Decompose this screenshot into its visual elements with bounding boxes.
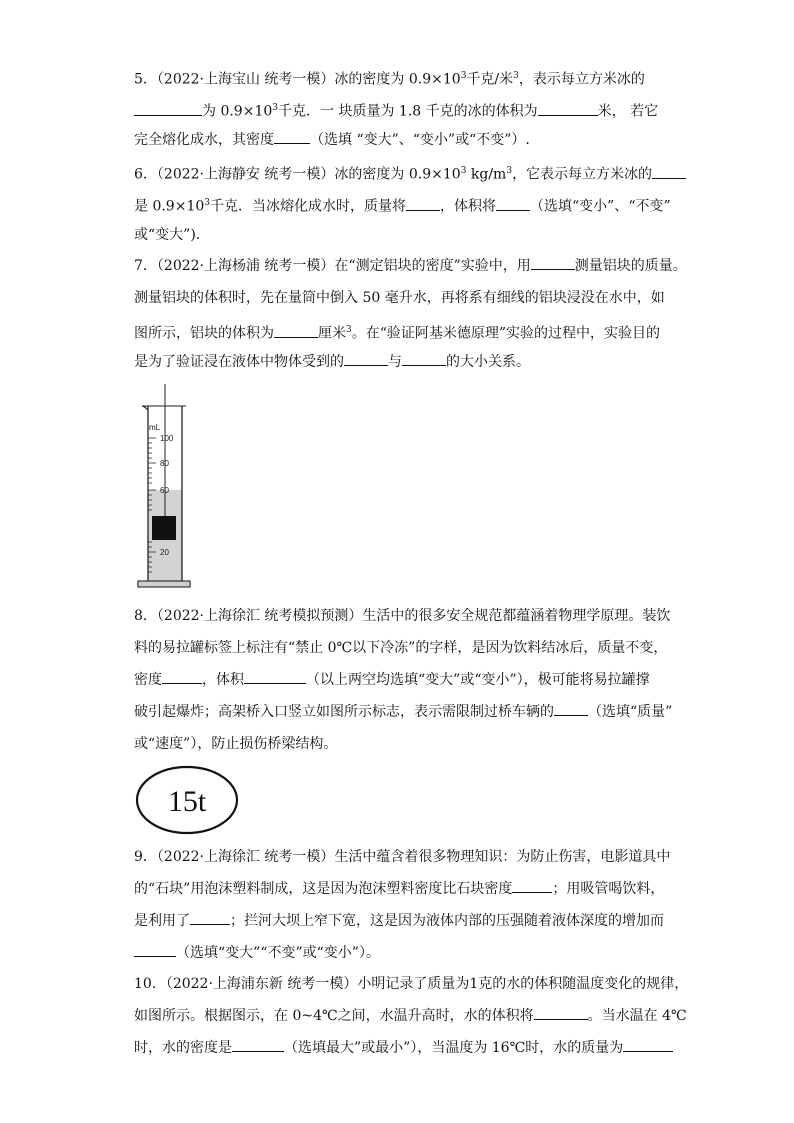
q9-line-1: [134, 841, 671, 873]
question-8: [134, 600, 673, 760]
q5-superscript: 3: [460, 71, 467, 81]
answer-blank[interactable]: [534, 1003, 588, 1020]
q9-line-2: [134, 873, 665, 905]
q6-text: ，它表示每立方米冰的: [512, 166, 653, 183]
cylinder-unit-label: mL: [149, 423, 161, 432]
q7-text: 的大小关系。: [446, 354, 530, 370]
q10-text: 如图所示。根据图示，在 0~4℃之间，水温升高时，水的体积将: [134, 1008, 534, 1024]
q8-text: 密度: [134, 672, 162, 688]
answer-blank[interactable]: [274, 321, 318, 338]
answer-blank[interactable]: [652, 162, 686, 179]
q6-text: ，体积将: [440, 198, 496, 215]
q6-superscript: 3: [204, 198, 210, 208]
q7-line-3: [134, 314, 662, 346]
question-5: [134, 60, 662, 156]
q7-text: 厘米: [318, 325, 346, 342]
q6-line-2: [134, 187, 671, 219]
q6-line-3: [134, 219, 662, 251]
answer-blank[interactable]: [512, 876, 552, 893]
q10-line-3: [134, 1032, 662, 1064]
q5-text: 千克/米: [466, 71, 514, 88]
answer-blank[interactable]: [232, 1035, 284, 1052]
q7-line-1: [134, 250, 687, 282]
q8-text: （以上两空均选填“变大”或“变小”），极可能将易拉罐撑: [306, 672, 650, 688]
tick-label-80: 80: [160, 459, 169, 468]
q9-line-3: [134, 905, 662, 937]
q6-text: 6．（2022·上海静安 统考一模）冰的密度为 0.9×10: [134, 166, 461, 183]
q5-line-2: [134, 92, 662, 124]
answer-blank[interactable]: [162, 667, 202, 684]
sign-text: 15t: [167, 785, 207, 818]
q6-text: 千克．当冰熔化成水时，质量将: [210, 198, 406, 215]
q7-text: 图所示，铝块的体积为: [134, 325, 274, 342]
q8-text: 破引起爆炸；高架桥入口竖立如图所示标志，表示需限制过桥车辆的: [134, 704, 554, 720]
answer-blank[interactable]: [134, 940, 176, 957]
q5-text: （选填 “变大”、“变小”或“不变”）.: [310, 132, 530, 148]
answer-blank[interactable]: [538, 99, 598, 116]
q10-text: 时，水的密度是: [134, 1040, 232, 1056]
q5-text: 米， 若它: [597, 103, 659, 120]
q7-text: 7．（2022·上海杨浦 统考一模）在“测定铝块的密度”实验中，用: [134, 258, 531, 274]
weight-limit-sign: [134, 764, 240, 836]
answer-blank[interactable]: [623, 1035, 673, 1052]
q5-superscript: 3: [513, 71, 519, 81]
question-10: [134, 968, 689, 1064]
q9-text: 9．（2022·上海徐汇 统考一模）生活中蕴含着很多物理知识：为防止伤害，电影道具中: [134, 849, 671, 865]
q7-line-4: [134, 346, 662, 378]
answer-blank[interactable]: [344, 349, 388, 366]
answer-blank[interactable]: [402, 349, 446, 366]
q10-text: 10．（2022·上海浦东新 统考一模）小明记录了质量为1克的水的体积随温度变化的规律，: [134, 976, 689, 992]
q8-text: 或“速度”），防止损伤桥梁结构。: [134, 736, 338, 752]
q6-superscript: 3: [506, 166, 513, 176]
answer-blank[interactable]: [554, 699, 588, 716]
answer-blank[interactable]: [531, 253, 575, 270]
tick-label-20: 20: [160, 548, 169, 557]
q10-line-2: [134, 1000, 687, 1032]
q9-line-4: [134, 937, 662, 969]
q8-text: ，体积: [202, 672, 244, 688]
q7-text: 是为了验证浸在液体中物体受到的: [134, 354, 344, 370]
q8-text: 料的易拉罐标签上标注有“禁止 0℃以下冷冻”的字样，是因为饮料结冰后，质量不变，: [134, 640, 668, 656]
q10-line-1: [134, 968, 689, 1000]
q10-text: （选填最大”或最小”），当温度为 16℃时，水的质量为: [284, 1040, 624, 1056]
answer-blank[interactable]: [134, 99, 202, 116]
answer-blank[interactable]: [244, 667, 306, 684]
q6-text: kg/m: [466, 166, 507, 183]
q5-superscript: 3: [272, 103, 278, 113]
q9-text: 的“石块”用泡沫塑料制成，这是因为泡沫塑料密度比石块密度: [134, 881, 513, 897]
q7-line-2: [134, 282, 665, 314]
q5-line-1: [134, 60, 662, 92]
q8-text: （选填“质量”: [588, 704, 673, 720]
q7-text: 测量铝块的体积时，先在量筒中倒入 50 毫升水，再将系有细线的铝块浸没在水中，如: [134, 290, 665, 306]
answer-blank[interactable]: [496, 194, 530, 211]
cylinder-base: [138, 581, 190, 587]
tick-label-100: 100: [160, 434, 174, 443]
q5-text: 为 0.9×10: [202, 103, 273, 120]
answer-blank[interactable]: [406, 194, 440, 211]
q6-line-1: [134, 155, 662, 187]
q8-line-5: [134, 728, 662, 760]
q7-superscript: 3: [346, 325, 352, 335]
tick-label-60: 60: [160, 486, 169, 495]
q7-text: 与: [388, 354, 402, 370]
q9-text: 是利用了: [134, 913, 190, 929]
q8-line-4: [134, 696, 673, 728]
answer-blank[interactable]: [190, 908, 230, 925]
aluminum-block: [152, 516, 176, 540]
q9-text: ；用吸管喝饮料，: [552, 881, 665, 897]
q5-text: 千克．一 块质量为 1.8 千克的冰的体积为: [278, 103, 538, 120]
q7-text: 测量铝块的质量。: [574, 258, 687, 274]
q10-text: 。当水温在 4℃: [587, 1008, 687, 1024]
graduated-cylinder-figure: [134, 382, 194, 592]
q5-text: 5．（2022·上海宝山 统考一模）冰的密度为 0.9×10: [134, 71, 461, 88]
q6-text: 或“变大”).: [134, 227, 201, 243]
q5-text: 完全熔化成水，其密度: [134, 132, 274, 148]
question-9: [134, 841, 671, 969]
question-6: [134, 155, 671, 251]
q8-line-2: [134, 632, 668, 664]
question-7: [134, 250, 687, 378]
q8-line-3: [134, 664, 662, 696]
q7-text: 。在“验证阿基米德原理”实验的过程中，实验目的: [351, 325, 661, 342]
q9-text: ；拦河大坝上窄下宽，这是因为液体内部的压强随着液体深度的增加而: [230, 913, 664, 929]
q6-text: 是 0.9×10: [134, 198, 205, 215]
q5-text: ，表示每立方米冰的: [518, 71, 645, 88]
cylinder-spout: [142, 406, 148, 410]
q8-line-1: [134, 600, 671, 632]
q5-line-3: [134, 124, 662, 156]
q9-text: （选填“变大”“不变”或“变小”）。: [176, 945, 380, 961]
q6-superscript: 3: [460, 166, 467, 176]
answer-blank[interactable]: [274, 127, 310, 144]
q8-text: 8．（2022·上海徐汇 统考模拟预测）生活中的很多安全规范都蕴涵着物理学原理。装饮: [134, 608, 671, 624]
q6-text: （选填“变小”、“不变”: [530, 198, 671, 215]
